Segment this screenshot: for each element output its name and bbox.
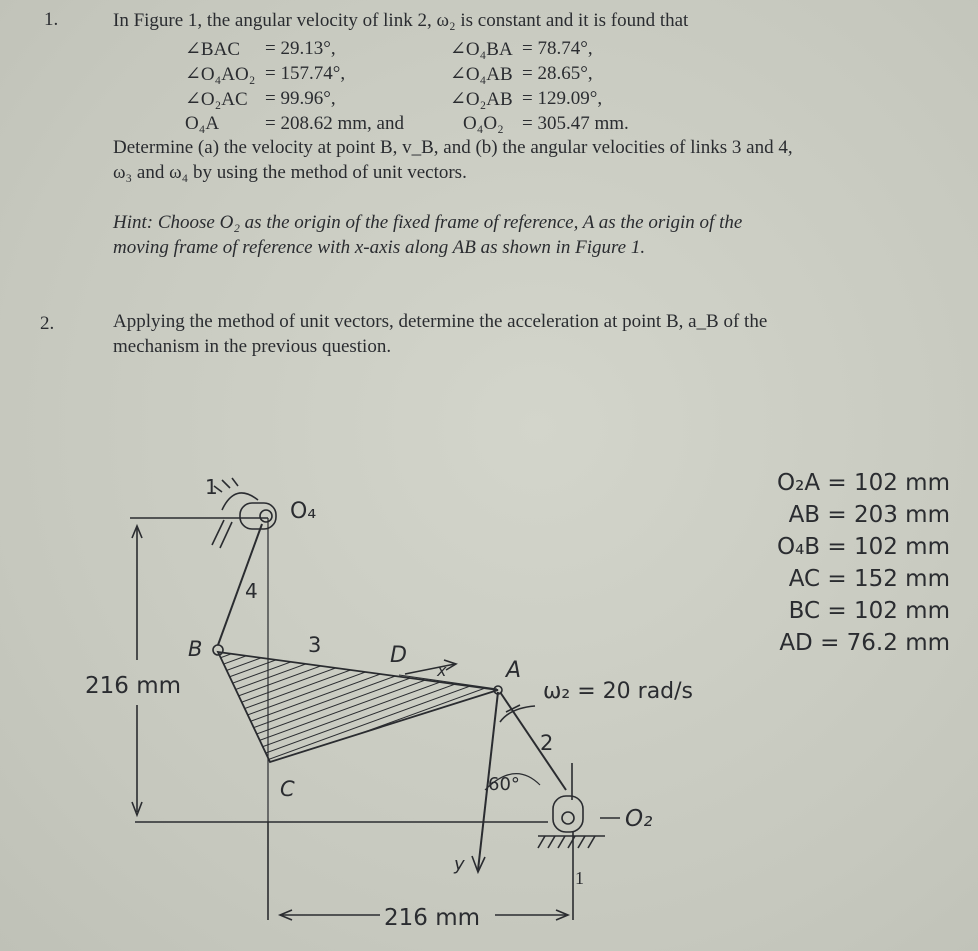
dimension-item: AB = 203 mm <box>788 502 950 528</box>
ground-hatch <box>568 836 575 848</box>
dimension-list <box>700 470 950 662</box>
dim-vertical-label: 216 mm <box>85 673 182 699</box>
hint-line-2: moving frame of reference with x-axis along AB as shown in Figure 1. <box>113 237 646 258</box>
question-1-task-line-1: Determine (a) the velocity at point B, v_B, and (b) the angular velocities of links 3 and 4, <box>113 137 793 158</box>
ground-hatch <box>578 836 585 848</box>
question-1-number: 1. <box>44 9 59 30</box>
ground-hatch <box>538 836 545 848</box>
given-value: = 99.96°, <box>265 88 336 109</box>
dimension-item: AC = 152 mm <box>788 566 950 592</box>
question-1-intro: In Figure 1, the angular velocity of link 2, ω₂ is constant and it is found that <box>113 10 689 31</box>
given-label: ∠BAC <box>185 39 240 60</box>
point-c-label: C <box>280 777 295 801</box>
x-axis-label: x <box>437 661 447 680</box>
question-1-task-line-2: ω₃ and ω₄ by using the method of unit vectors. <box>113 162 467 183</box>
pin-housing-o2 <box>553 796 583 832</box>
dim-horizontal-label: 216 mm <box>384 905 481 931</box>
link-3 <box>218 652 498 762</box>
point-b-label: B <box>188 637 203 661</box>
dimension-item: BC = 102 mm <box>788 598 950 624</box>
given-value: = 208.62 mm, and <box>265 113 404 134</box>
given-label: O₄O₂ <box>463 113 504 134</box>
given-label: ∠O₄AO₂ <box>185 64 256 85</box>
given-label: ∠O₂AC <box>185 89 248 110</box>
question-2-number: 2. <box>40 313 55 334</box>
hint-line-1: Hint: Choose O₂ as the origin of the fixed frame of reference, A as the origin of the <box>113 212 743 233</box>
given-value: = 29.13°, <box>265 38 336 59</box>
y-axis-label: y <box>454 854 465 875</box>
given-label: ∠O₄AB <box>450 64 513 85</box>
question-2-line-1: Applying the method of unit vectors, determine the acceleration at point B, a_B of the <box>113 311 768 332</box>
given-value: = 305.47 mm. <box>522 113 629 134</box>
angle-label: 60° <box>488 774 520 795</box>
dimension-item: AD = 76.2 mm <box>779 630 950 656</box>
pivot-o2 <box>562 812 574 824</box>
ground-hatch <box>548 836 555 848</box>
ground-hatch <box>212 520 224 545</box>
given-label: ∠O₂AB <box>450 89 513 110</box>
ground-hatch <box>222 480 230 488</box>
ground-hatch <box>232 478 238 486</box>
ground-hatch <box>558 836 565 848</box>
given-label: ∠O₄BA <box>450 39 513 60</box>
omega-label: ω₂ = 20 rad/s <box>543 679 694 704</box>
o4-label: O₄ <box>290 499 317 524</box>
o2-label: O₂ <box>625 806 653 832</box>
pivot-o4 <box>260 510 272 522</box>
link-2-label: 2 <box>540 731 554 755</box>
link-3-label: 3 <box>308 633 322 657</box>
given-value: = 157.74°, <box>265 63 346 84</box>
dimension-item: O₂A = 102 mm <box>777 470 950 496</box>
given-value: = 129.09°, <box>522 88 603 109</box>
ground-hatch <box>588 836 595 848</box>
link-4-label: 4 <box>245 579 258 603</box>
given-value: = 28.65°, <box>522 63 593 84</box>
ground-o4 <box>222 493 258 510</box>
point-a-label: A <box>506 658 522 683</box>
point-d-label: D <box>390 643 407 668</box>
question-2-line-2: mechanism in the previous question. <box>113 336 392 357</box>
ground-1-label: 1 <box>205 475 218 499</box>
ground-1-label-bottom: 1 <box>575 868 584 888</box>
given-value: = 78.74°, <box>522 38 593 59</box>
dimension-item: O₄B = 102 mm <box>776 534 950 560</box>
pin-housing-o4 <box>240 503 276 529</box>
given-label: O₄A <box>185 113 220 134</box>
